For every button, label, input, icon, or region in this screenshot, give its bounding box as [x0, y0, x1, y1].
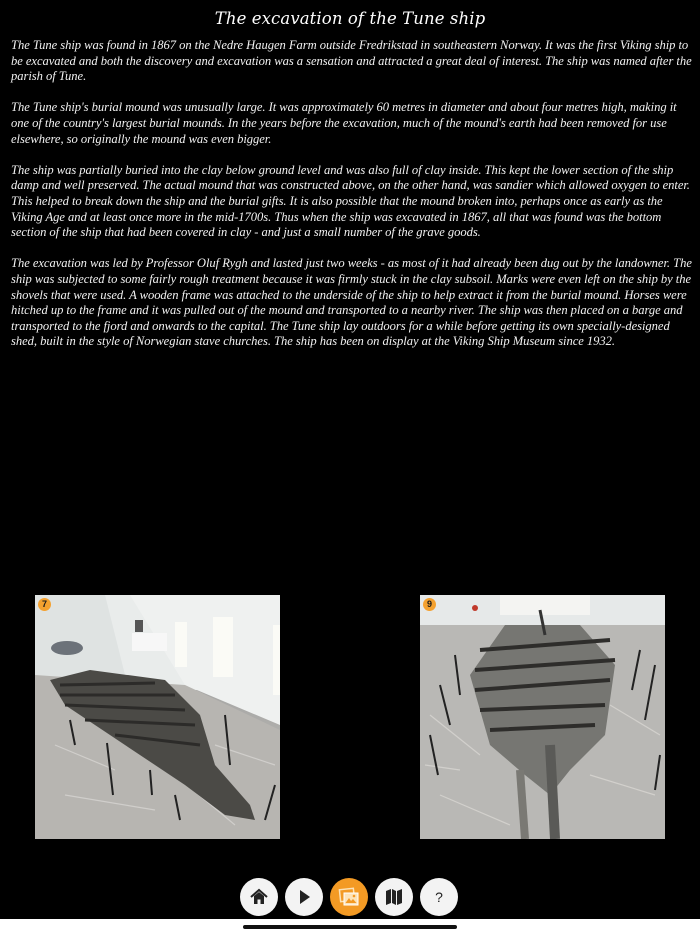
- help-icon: ?: [435, 889, 443, 905]
- photo-ship-diagonal[interactable]: [35, 595, 280, 839]
- paragraph: The Tune ship's burial mound was unusually large. It was approximately 60 metres in diameter and about four metres high, making it one of the country's largest burial mounds. In the years before the excavation, much of the mound's earth had been removed for use elsewhere, so originally the mound was even bigger.: [11, 100, 677, 146]
- paragraph: The ship was partially buried into the clay below ground level and was also full of clay inside. This kept the lower section of the ship damp and well preserved. The actual mound that was constructed above, on the other hand, was sandier which allowed oxygen to enter. This helped to break down the ship and the burial gifts. It is also possible that the mound broken into, perhaps once as early as the Viking Age and at least once more in the mid-1700s. Thus when the ship was excavated in 1867, all that was found was the bottom section of the ship that had been covered in clay - and just a small number of the grave goods.: [11, 162, 690, 240]
- home-icon: [249, 887, 269, 907]
- home-button[interactable]: [240, 878, 278, 916]
- gallery-button[interactable]: [330, 878, 368, 916]
- home-indicator-bar[interactable]: [243, 925, 457, 929]
- map-button[interactable]: [375, 878, 413, 916]
- play-icon: [295, 888, 313, 906]
- paragraph: The Tune ship was found in 1867 on the Nedre Haugen Farm outside Fredrikstad in southeastern Norway. It was the first Viking ship to be excavated and both the discovery and excavation was a sensation and attracted a great deal of interest. The ship was named after the parish of Tune.: [11, 38, 692, 84]
- paragraph: The excavation was led by Professor Oluf Rygh and lasted just two weeks - as most of it had already been dug out by the landowner. The ship was subjected to some fairly rough treatment because it was firmly stuck in the clay subsoil. Marks were even left on the ship by the shovels that were used. A wooden frame was attached to the underside of the ship to help extract it from the burial mound. Horses were hitched up to the frame and it was pulled out of the mound and transported to a nearby river. The ship was then placed on a barge and transported to the fjord and onwards to the capital. The Tune ship lay outdoors for a while before getting its own specially-designed shed, built in the style of Norwegian stave churches. The ship has been on display at the Viking Ship Museum since 1932.: [11, 256, 692, 349]
- photo-number-badge: 7: [38, 598, 51, 611]
- map-icon: [384, 887, 404, 907]
- help-button[interactable]: [420, 878, 458, 916]
- photo-ship-stern[interactable]: [420, 595, 665, 839]
- article-body: [11, 38, 693, 365]
- page-title: The excavation of the Tune ship: [214, 9, 486, 28]
- ship-photo-illustration: [35, 595, 280, 839]
- ship-photo-illustration: [420, 595, 665, 839]
- bottom-toolbar: [240, 878, 458, 916]
- play-button[interactable]: [285, 878, 323, 916]
- photo-number-badge: 9: [423, 598, 436, 611]
- gallery-icon: [338, 887, 360, 907]
